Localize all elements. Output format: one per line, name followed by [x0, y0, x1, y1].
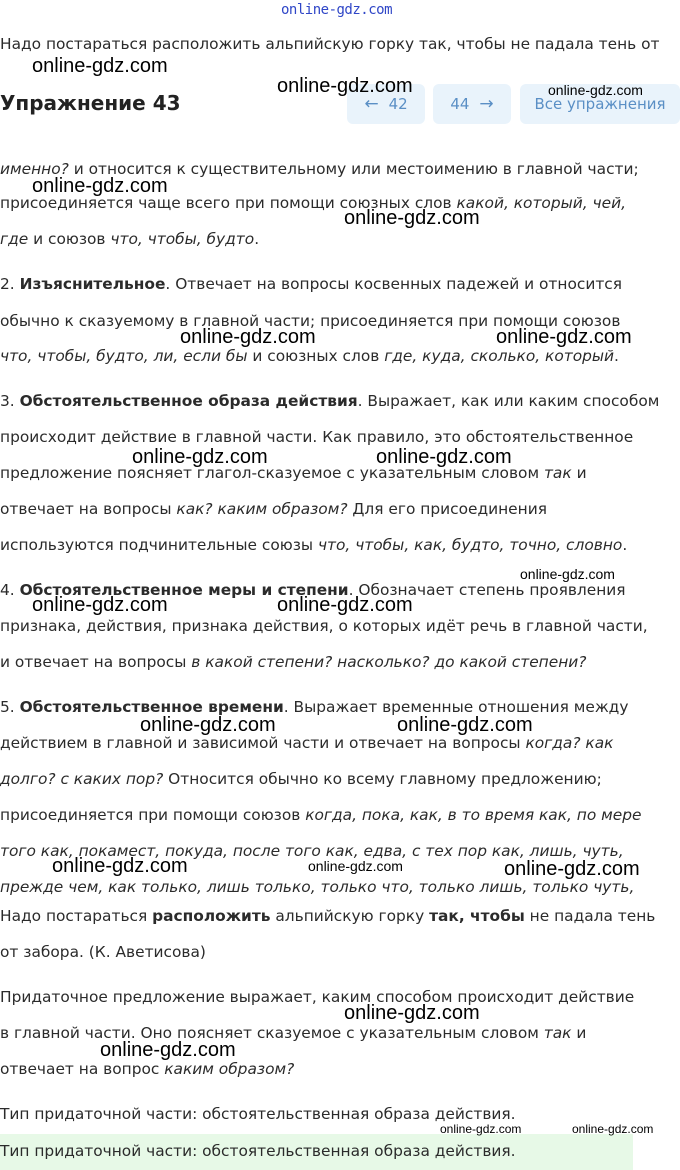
text-line: присоединяется при помощи союзов когда, пока, как, в то время как, по мере — [0, 806, 642, 824]
arrow-right-icon: → — [479, 94, 494, 114]
explanation-line: Придаточное предложение выражает, каким способом происходит действие — [0, 988, 635, 1006]
intro-sentence: Надо постараться расположить альпийскую горку так, чтобы не падала тень от — [0, 35, 660, 53]
watermark: online-gdz.com — [496, 326, 632, 348]
watermark: online-gdz.com — [572, 1122, 654, 1136]
text-line: признака, действия, признака действия, о которых идёт речь в главной части, — [0, 617, 648, 635]
text-line: где и союзов что, чтобы, будто. — [0, 230, 260, 248]
text-line: того как, покамест, покуда, после того как, едва, с тех пор как, лишь, чуть, — [0, 842, 624, 860]
answer-line: от забора. (К. Аветисова) — [0, 943, 206, 961]
watermark: online-gdz.com — [140, 714, 276, 736]
watermark: online-gdz.com — [52, 855, 188, 877]
text-line: и отвечает на вопросы в какой степени? насколько? до какой степени? — [0, 653, 587, 671]
watermark: online-gdz.com — [376, 446, 512, 468]
next-exercise-number: 44 — [450, 95, 470, 113]
watermark: online-gdz.com — [344, 207, 480, 229]
text-line: отвечает на вопросы как? каким образом? Для его присоединения — [0, 500, 547, 518]
text-line: что, чтобы, будто, ли, если бы и союзных слов где, куда, сколько, который. — [0, 347, 619, 365]
text-line: происходит действие в главной части. Как правило, это обстоятельственное — [0, 428, 634, 446]
watermark: online-gdz.com — [308, 858, 403, 874]
text-line: 3. Обстоятельственное образа действия. Выражает, как или каким способом — [0, 392, 660, 410]
watermark: online-gdz.com — [180, 326, 316, 348]
text-line: долго? с каких пор? Относится обычно ко всему главному предложению; — [0, 770, 602, 788]
watermark: online-gdz.com — [504, 858, 640, 880]
text-line: предложение поясняет глагол-сказуемое с указательным словом так и — [0, 464, 587, 482]
arrow-left-icon: ← — [364, 94, 379, 114]
page-title: Упражнение 43 — [0, 91, 181, 115]
watermark: online-gdz.com — [32, 55, 168, 77]
text-line: 4. Обстоятельственное меры и степени. Обозначает степень проявления — [0, 581, 626, 599]
watermark: online-gdz.com — [32, 594, 168, 616]
explanation-line: в главной части. Оно поясняет сказуемое с указательным словом так и — [0, 1024, 587, 1042]
text-line: используются подчинительные союзы что, чтобы, как, будто, точно, словно. — [0, 536, 628, 554]
text-line: именно? и относится к существительному или местоимению в главной части; — [0, 160, 639, 178]
type-line-highlighted: Тип придаточной части: обстоятельственная образа действия. — [0, 1142, 516, 1160]
watermark: online-gdz.com — [440, 1122, 522, 1136]
text-line: обычно к сказуемому в главной части; присоединяется при помощи союзов — [0, 312, 621, 330]
next-exercise-button[interactable] — [433, 84, 511, 124]
watermark: online-gdz.com — [132, 446, 268, 468]
text-line: 2. Изъяснительное. Отвечает на вопросы косвенных падежей и относится — [0, 275, 623, 293]
watermark: online-gdz.com — [344, 1002, 480, 1024]
watermark: online-gdz.com — [520, 566, 615, 582]
explanation-line: отвечает на вопрос каким образом? — [0, 1060, 295, 1078]
text-line: 5. Обстоятельственное времени. Выражает временные отношения между — [0, 698, 629, 716]
prev-exercise-number: 42 — [388, 95, 408, 113]
watermark: online-gdz.com — [100, 1039, 236, 1061]
text-line: действием в главной и зависимой части и отвечает на вопросы когда? как — [0, 734, 614, 752]
all-exercises-label: Все упражнения — [534, 95, 666, 113]
text-line: присоединяется чаще всего при помощи союзных слов какой, который, чей, — [0, 194, 627, 212]
watermark: online-gdz.com — [32, 175, 168, 197]
site-link[interactable]: online-gdz.com — [281, 2, 393, 18]
text-line: прежде чем, как только, лишь только, только что, только лишь, только чуть, — [0, 878, 635, 896]
watermark: online-gdz.com — [548, 82, 643, 98]
watermark: online-gdz.com — [277, 75, 413, 97]
type-line: Тип придаточной части: обстоятельственная образа действия. — [0, 1105, 516, 1123]
answer-line: Надо постараться расположить альпийскую горку так, чтобы не падала тень — [0, 907, 656, 925]
watermark: online-gdz.com — [397, 714, 533, 736]
watermark: online-gdz.com — [277, 594, 413, 616]
